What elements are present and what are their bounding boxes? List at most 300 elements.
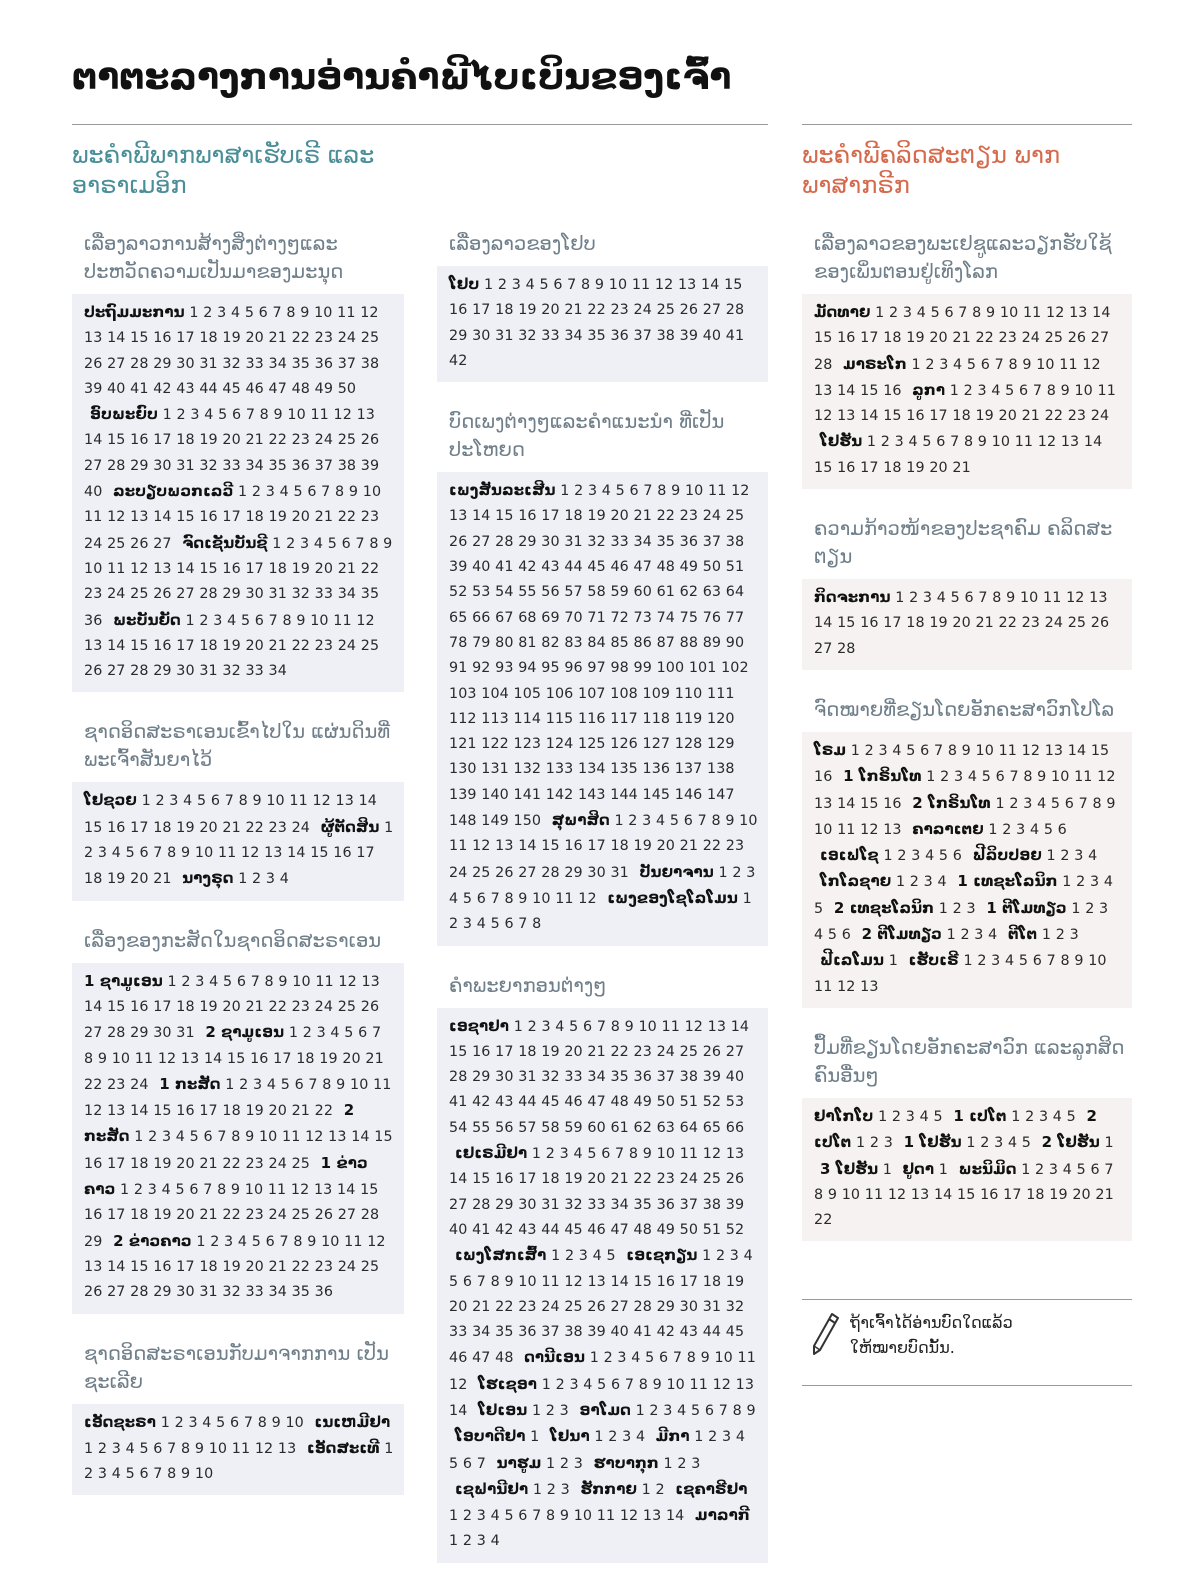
chapter-number[interactable]: 1: [1011, 1108, 1021, 1125]
chapter-number[interactable]: 24: [337, 1258, 357, 1275]
chapter-number[interactable]: 18: [564, 508, 583, 525]
chapter-number[interactable]: 4: [592, 1248, 602, 1265]
chapter-number[interactable]: 12: [1082, 356, 1101, 373]
chapter-number[interactable]: 1: [882, 1161, 892, 1178]
chapter-number[interactable]: 19: [268, 509, 287, 526]
chapter-number[interactable]: 2: [1076, 874, 1086, 891]
chapter-number[interactable]: 14: [837, 382, 856, 399]
chapter-number[interactable]: 4: [631, 1350, 641, 1367]
chapter-number[interactable]: 2: [545, 1146, 555, 1163]
chapter-number[interactable]: 17: [107, 1155, 126, 1172]
chapter-number[interactable]: 2: [155, 793, 165, 810]
chapter-number[interactable]: 78: [449, 634, 468, 651]
chapter-number[interactable]: 27: [107, 1284, 126, 1301]
chapter-number[interactable]: 30: [176, 1284, 195, 1301]
chapter-number[interactable]: 3: [111, 1440, 121, 1457]
chapter-number[interactable]: 2: [574, 483, 584, 500]
chapter-number[interactable]: 79: [472, 634, 491, 651]
chapter-number[interactable]: 32: [222, 355, 241, 372]
chapter-number[interactable]: 25: [291, 1207, 310, 1224]
chapter-number[interactable]: 46: [245, 380, 264, 397]
chapter-number[interactable]: 8: [217, 1182, 227, 1199]
chapter-number[interactable]: 15: [1090, 742, 1110, 759]
chapter-number[interactable]: 4: [908, 434, 918, 451]
chapter-number[interactable]: 12: [564, 1273, 583, 1290]
chapter-number[interactable]: 26: [495, 864, 514, 881]
chapter-number[interactable]: 13: [1060, 434, 1080, 451]
chapter-number[interactable]: 13: [725, 1146, 745, 1163]
chapter-number[interactable]: 14: [472, 508, 491, 525]
chapter-number[interactable]: 14: [107, 637, 126, 654]
chapter-number[interactable]: 7: [476, 1455, 486, 1472]
chapter-number[interactable]: 13: [1089, 590, 1108, 607]
chapter-number[interactable]: 15: [814, 330, 833, 347]
chapter-number[interactable]: 43: [541, 559, 560, 576]
chapter-number[interactable]: 7: [279, 1233, 289, 1250]
chapter-number[interactable]: 4: [237, 1233, 248, 1250]
chapter-number[interactable]: 1: [635, 1402, 645, 1419]
chapter-number[interactable]: 25: [702, 1171, 722, 1188]
chapter-number[interactable]: 33: [610, 533, 629, 550]
chapter-number[interactable]: 35: [610, 1069, 629, 1086]
chapter-number[interactable]: 8: [259, 407, 269, 424]
chapter-number[interactable]: 1: [120, 1182, 130, 1199]
chapter-number[interactable]: 10: [194, 845, 214, 862]
chapter-number[interactable]: 11: [596, 1508, 616, 1525]
chapter-number[interactable]: 9: [671, 483, 681, 500]
chapter-number[interactable]: 8: [1023, 769, 1033, 786]
chapter-number[interactable]: 31: [702, 1298, 722, 1315]
chapter-number[interactable]: 25: [360, 330, 380, 347]
chapter-number[interactable]: 1: [185, 612, 195, 629]
chapter-number[interactable]: 1: [141, 793, 151, 810]
chapter-number[interactable]: 23: [725, 838, 745, 855]
chapter-number[interactable]: 34: [268, 355, 287, 372]
chapter-number[interactable]: 6: [462, 1273, 473, 1290]
chapter-number[interactable]: 6: [1090, 1161, 1100, 1178]
chapter-number[interactable]: 21: [199, 1155, 218, 1172]
chapter-number[interactable]: 6: [203, 1129, 213, 1146]
chapter-number[interactable]: 111: [707, 685, 735, 702]
chapter-number[interactable]: 26: [130, 535, 149, 552]
chapter-number[interactable]: 11: [708, 483, 727, 500]
chapter-number[interactable]: 13: [153, 560, 172, 577]
chapter-number[interactable]: 18: [495, 302, 514, 319]
chapter-number[interactable]: 30: [541, 533, 560, 550]
chapter-number[interactable]: 2: [1085, 900, 1095, 917]
chapter-number[interactable]: 13: [837, 408, 856, 425]
chapter-number[interactable]: 7: [672, 1350, 683, 1367]
chapter-number[interactable]: 21: [1095, 1186, 1114, 1203]
chapter-number[interactable]: 16: [333, 845, 352, 862]
chapter-number[interactable]: 25: [472, 864, 491, 881]
chapter-number[interactable]: 70: [564, 609, 583, 626]
chapter-number[interactable]: 10: [310, 612, 329, 629]
chapter-number[interactable]: 131: [481, 761, 509, 778]
chapter-number[interactable]: 11: [661, 1018, 680, 1035]
chapter-number[interactable]: 13: [335, 793, 354, 810]
chapter-number[interactable]: 5: [462, 890, 473, 907]
chapter-number[interactable]: 21: [1021, 408, 1040, 425]
chapter-number[interactable]: 5: [615, 483, 625, 500]
chapter-number[interactable]: 2: [909, 590, 919, 607]
chapter-number[interactable]: 11: [449, 838, 468, 855]
chapter-number[interactable]: 18: [222, 1103, 241, 1120]
chapter-number[interactable]: 11: [344, 1233, 363, 1250]
chapter-number[interactable]: 15: [541, 838, 560, 855]
chapter-number[interactable]: 69: [541, 609, 560, 626]
chapter-number[interactable]: 3: [195, 973, 205, 990]
chapter-number[interactable]: 5: [922, 434, 932, 451]
chapter-number[interactable]: 1: [694, 1429, 704, 1446]
chapter-number[interactable]: 24: [541, 1298, 560, 1315]
chapter-number[interactable]: 31: [495, 327, 514, 344]
chapter-number[interactable]: 97: [587, 660, 606, 677]
chapter-number[interactable]: 21: [587, 1043, 606, 1060]
chapter-number[interactable]: 11: [337, 305, 356, 321]
chapter-number[interactable]: 14: [84, 432, 103, 449]
chapter-number[interactable]: 20: [245, 1258, 264, 1275]
chapter-number[interactable]: 10: [314, 305, 333, 321]
chapter-number[interactable]: 133: [545, 761, 574, 778]
chapter-number[interactable]: 1: [878, 1108, 888, 1125]
chapter-number[interactable]: 24: [337, 637, 357, 654]
chapter-number[interactable]: 60: [587, 1119, 606, 1136]
chapter-number[interactable]: 27: [610, 1298, 629, 1315]
chapter-number[interactable]: 4: [1103, 874, 1114, 891]
chapter-number[interactable]: 8: [610, 1018, 620, 1035]
chapter-number[interactable]: 3: [977, 382, 987, 399]
chapter-number[interactable]: 2: [210, 1233, 220, 1250]
chapter-number[interactable]: 19: [725, 1273, 745, 1290]
chapter-number[interactable]: 28: [449, 1069, 468, 1086]
chapter-number[interactable]: 3: [691, 1455, 701, 1472]
chapter-number[interactable]: 1: [641, 1481, 651, 1498]
chapter-number[interactable]: 41: [472, 1221, 491, 1238]
chapter-number[interactable]: 36: [291, 457, 310, 474]
chapter-number[interactable]: 9: [307, 1233, 317, 1250]
chapter-number[interactable]: 93: [495, 660, 514, 677]
chapter-number[interactable]: 3: [974, 927, 984, 944]
chapter-number[interactable]: 10: [841, 1186, 861, 1203]
chapter-number[interactable]: 17: [153, 998, 172, 1015]
chapter-number[interactable]: 7: [615, 1146, 625, 1163]
chapter-number[interactable]: 2: [1055, 927, 1065, 944]
chapter-number[interactable]: 7: [245, 407, 256, 424]
chapter-number[interactable]: 33: [541, 327, 560, 344]
chapter-number[interactable]: 9: [336, 1076, 346, 1093]
chapter-number[interactable]: 94: [518, 660, 537, 677]
chapter-number[interactable]: 13: [277, 1440, 297, 1457]
chapter-number[interactable]: 40: [702, 327, 722, 344]
chapter-number[interactable]: 21: [679, 838, 699, 855]
chapter-number[interactable]: 13: [130, 509, 149, 526]
chapter-number[interactable]: 4: [991, 382, 1001, 399]
chapter-number[interactable]: 24: [314, 432, 334, 449]
chapter-number[interactable]: 16: [906, 408, 925, 425]
chapter-number[interactable]: 115: [545, 710, 574, 727]
chapter-number[interactable]: 1: [895, 874, 906, 891]
chapter-number[interactable]: 4: [735, 1429, 746, 1446]
chapter-number[interactable]: 12: [107, 509, 126, 526]
chapter-number[interactable]: 5: [449, 1273, 459, 1290]
chapter-number[interactable]: 42: [153, 380, 172, 397]
chapter-number[interactable]: 34: [564, 327, 583, 344]
chapter-number[interactable]: 10: [638, 1018, 657, 1035]
chapter-number[interactable]: 23: [314, 1258, 334, 1275]
chapter-number[interactable]: 30: [587, 864, 606, 881]
chapter-number[interactable]: 1: [288, 1025, 299, 1042]
chapter-number[interactable]: 11: [737, 1350, 756, 1367]
chapter-number[interactable]: 124: [545, 736, 574, 753]
chapter-number[interactable]: 1: [594, 1429, 604, 1446]
chapter-number[interactable]: 3: [894, 434, 904, 451]
chapter-number[interactable]: 68: [518, 609, 537, 626]
chapter-number[interactable]: 95: [541, 660, 560, 677]
chapter-number[interactable]: 15: [860, 795, 879, 812]
chapter-number[interactable]: 4: [892, 742, 902, 759]
chapter-number[interactable]: 106: [545, 685, 574, 702]
chapter-number[interactable]: 26: [1090, 615, 1110, 632]
chapter-number[interactable]: 9: [1074, 953, 1084, 970]
chapter-number[interactable]: 1: [238, 484, 248, 501]
chapter-number[interactable]: 12: [578, 890, 597, 907]
chapter-number[interactable]: 50: [679, 1221, 699, 1238]
chapter-number[interactable]: 4: [279, 484, 289, 501]
chapter-number[interactable]: 9: [961, 742, 971, 759]
chapter-number[interactable]: 1: [225, 1076, 235, 1093]
chapter-number[interactable]: 17: [472, 302, 491, 319]
chapter-number[interactable]: 10: [739, 813, 758, 830]
chapter-number[interactable]: 16: [449, 302, 468, 319]
chapter-number[interactable]: 3: [1099, 900, 1109, 917]
chapter-number[interactable]: 4: [916, 305, 926, 321]
chapter-number[interactable]: 2: [302, 1025, 312, 1042]
chapter-number[interactable]: 4: [677, 1402, 687, 1419]
chapter-number[interactable]: 8: [504, 890, 514, 907]
chapter-number[interactable]: 17: [679, 1273, 699, 1290]
chapter-number[interactable]: 15: [310, 845, 329, 862]
chapter-number[interactable]: 34: [610, 1196, 629, 1213]
chapter-number[interactable]: 6: [659, 1350, 669, 1367]
chapter-number[interactable]: 38: [337, 457, 357, 474]
chapter-number[interactable]: 9: [1060, 382, 1070, 399]
chapter-number[interactable]: 9: [97, 1050, 108, 1067]
chapter-number[interactable]: 116: [578, 710, 606, 727]
chapter-number[interactable]: 42: [518, 559, 537, 576]
chapter-number[interactable]: 14: [518, 838, 537, 855]
chapter-number[interactable]: 4: [204, 407, 214, 424]
chapter-number[interactable]: 14: [1092, 305, 1111, 321]
chapter-number[interactable]: 9: [746, 1402, 756, 1419]
chapter-number[interactable]: 11: [107, 560, 126, 577]
chapter-number[interactable]: 12: [1021, 742, 1041, 759]
chapter-number[interactable]: 13: [495, 838, 514, 855]
chapter-number[interactable]: 20: [176, 1155, 195, 1172]
chapter-number[interactable]: 42: [449, 352, 468, 369]
chapter-number[interactable]: 2: [980, 1135, 990, 1152]
chapter-number[interactable]: 9: [594, 277, 605, 293]
chapter-number[interactable]: 38: [702, 1196, 722, 1213]
chapter-number[interactable]: 61: [656, 584, 675, 601]
chapter-number[interactable]: 4: [937, 874, 947, 891]
chapter-number[interactable]: 59: [610, 584, 629, 601]
chapter-number[interactable]: 8: [257, 1414, 267, 1431]
chapter-number[interactable]: 19: [564, 1171, 583, 1188]
chapter-number[interactable]: 56: [495, 1119, 514, 1136]
chapter-number[interactable]: 1: [949, 382, 959, 399]
chapter-number[interactable]: 17: [518, 1171, 537, 1188]
chapter-number[interactable]: 2: [462, 1533, 473, 1550]
chapter-number[interactable]: 5: [938, 848, 949, 865]
chapter-number[interactable]: 48: [291, 380, 310, 397]
chapter-number[interactable]: 6: [920, 742, 930, 759]
chapter-number[interactable]: 6: [1032, 953, 1042, 970]
chapter-number[interactable]: 6: [210, 793, 221, 810]
chapter-number[interactable]: 121: [449, 736, 477, 753]
chapter-number[interactable]: 7: [153, 1466, 163, 1483]
chapter-number[interactable]: 9: [194, 1440, 205, 1457]
chapter-number[interactable]: 1: [856, 1135, 866, 1152]
chapter-number[interactable]: 12: [312, 793, 331, 810]
chapter-number[interactable]: 102: [721, 660, 749, 677]
chapter-number[interactable]: 42: [656, 1324, 675, 1341]
chapter-number[interactable]: 17: [541, 508, 560, 525]
chapter-number[interactable]: 10: [194, 1466, 214, 1483]
chapter-number[interactable]: 34: [587, 1069, 606, 1086]
chapter-number[interactable]: 33: [222, 457, 241, 474]
chapter-number[interactable]: 30: [176, 355, 195, 372]
chapter-number[interactable]: 38: [564, 1324, 583, 1341]
chapter-number[interactable]: 14: [337, 1182, 356, 1199]
chapter-number[interactable]: 11: [315, 973, 334, 990]
chapter-number[interactable]: 1: [272, 535, 282, 552]
chapter-number[interactable]: 48: [610, 1094, 629, 1111]
chapter-number[interactable]: 20: [998, 408, 1017, 425]
chapter-number[interactable]: 16: [84, 1207, 103, 1224]
chapter-number[interactable]: 25: [656, 302, 675, 319]
chapter-number[interactable]: 7: [308, 1076, 318, 1093]
chapter-number[interactable]: 6: [601, 1146, 611, 1163]
chapter-number[interactable]: 36: [633, 1069, 652, 1086]
chapter-number[interactable]: 26: [84, 355, 103, 372]
chapter-number[interactable]: 5: [1018, 953, 1029, 970]
chapter-number[interactable]: 14: [701, 277, 720, 293]
chapter-number[interactable]: 4: [449, 890, 459, 907]
chapter-number[interactable]: 30: [176, 663, 195, 680]
chapter-number[interactable]: 18: [541, 1171, 560, 1188]
chapter-number[interactable]: 15: [883, 408, 902, 425]
chapter-number[interactable]: 98: [610, 660, 629, 677]
chapter-number[interactable]: 17: [273, 1050, 292, 1067]
chapter-number[interactable]: 27: [472, 533, 491, 550]
chapter-number[interactable]: 20: [610, 508, 629, 525]
chapter-number[interactable]: 23: [360, 509, 380, 526]
chapter-number[interactable]: 15: [633, 1273, 653, 1290]
chapter-number[interactable]: 12: [84, 1103, 103, 1120]
chapter-number[interactable]: 1: [1104, 1135, 1114, 1152]
chapter-number[interactable]: 3: [169, 793, 179, 810]
chapter-number[interactable]: 30: [495, 1069, 514, 1086]
chapter-number[interactable]: 11: [282, 1129, 301, 1146]
chapter-number[interactable]: 5: [645, 1350, 655, 1367]
chapter-number[interactable]: 20: [245, 330, 264, 347]
chapter-number[interactable]: 7: [1032, 382, 1043, 399]
chapter-number[interactable]: 6: [704, 1402, 715, 1419]
chapter-number[interactable]: 22: [291, 637, 310, 654]
chapter-number[interactable]: 15: [957, 1186, 976, 1203]
chapter-number[interactable]: 145: [642, 786, 671, 803]
chapter-number[interactable]: 85: [610, 634, 629, 651]
chapter-number[interactable]: 48: [633, 1221, 652, 1238]
chapter-number[interactable]: 22: [656, 508, 675, 525]
chapter-number[interactable]: 13: [587, 1273, 606, 1290]
chapter-number[interactable]: 5: [240, 612, 251, 629]
chapter-number[interactable]: 32: [725, 1298, 745, 1315]
chapter-number[interactable]: 13: [735, 1376, 755, 1393]
chapter-number[interactable]: 20: [564, 1043, 583, 1060]
chapter-number[interactable]: 6: [583, 1018, 593, 1035]
chapter-number[interactable]: 8: [638, 1376, 648, 1393]
chapter-number[interactable]: 1: [541, 1376, 551, 1393]
chapter-number[interactable]: 2: [199, 612, 209, 629]
chapter-number[interactable]: 17: [153, 432, 172, 449]
chapter-number[interactable]: 14: [814, 615, 833, 632]
chapter-number[interactable]: 1: [1071, 900, 1081, 917]
chapter-number[interactable]: 27: [84, 1025, 103, 1042]
chapter-number[interactable]: 41: [725, 327, 745, 344]
chapter-number[interactable]: 33: [564, 1069, 583, 1086]
chapter-number[interactable]: 14: [203, 1050, 223, 1067]
chapter-number[interactable]: 34: [268, 1284, 287, 1301]
chapter-number[interactable]: 1: [384, 819, 394, 836]
chapter-number[interactable]: 31: [518, 1069, 537, 1086]
chapter-number[interactable]: 5: [597, 1376, 607, 1393]
chapter-number[interactable]: 44: [564, 559, 583, 576]
chapter-number[interactable]: 23: [633, 1043, 652, 1060]
chapter-number[interactable]: 5: [814, 900, 824, 917]
chapter-number[interactable]: 19: [291, 560, 310, 577]
chapter-number[interactable]: 27: [153, 535, 172, 552]
chapter-number[interactable]: 17: [883, 615, 902, 632]
chapter-number[interactable]: 31: [610, 864, 629, 881]
chapter-number[interactable]: 55: [518, 584, 537, 601]
chapter-number[interactable]: 7: [224, 793, 234, 810]
chapter-number[interactable]: 22: [291, 330, 310, 347]
chapter-number[interactable]: 35: [656, 533, 675, 550]
chapter-number[interactable]: 19: [518, 302, 537, 319]
chapter-number[interactable]: 7: [217, 1129, 227, 1146]
chapter-number[interactable]: 66: [725, 1119, 745, 1136]
chapter-number[interactable]: 27: [449, 1196, 468, 1213]
chapter-number[interactable]: 127: [642, 736, 671, 753]
chapter-number[interactable]: 10: [991, 434, 1011, 451]
chapter-number[interactable]: 13: [449, 508, 468, 525]
chapter-number[interactable]: 87: [656, 634, 675, 651]
chapter-number[interactable]: 1: [189, 305, 199, 321]
chapter-number[interactable]: 31: [199, 1284, 218, 1301]
chapter-number[interactable]: 22: [314, 1103, 334, 1120]
chapter-number[interactable]: 5: [587, 1146, 597, 1163]
chapter-number[interactable]: 11: [310, 407, 329, 424]
chapter-number[interactable]: 63: [702, 584, 722, 601]
chapter-number[interactable]: 74: [656, 609, 675, 626]
chapter-number[interactable]: 6: [236, 973, 247, 990]
chapter-number[interactable]: 1: [589, 1350, 599, 1367]
chapter-number[interactable]: 45: [587, 559, 606, 576]
chapter-number[interactable]: 24: [84, 535, 103, 552]
chapter-number[interactable]: 22: [245, 819, 264, 836]
